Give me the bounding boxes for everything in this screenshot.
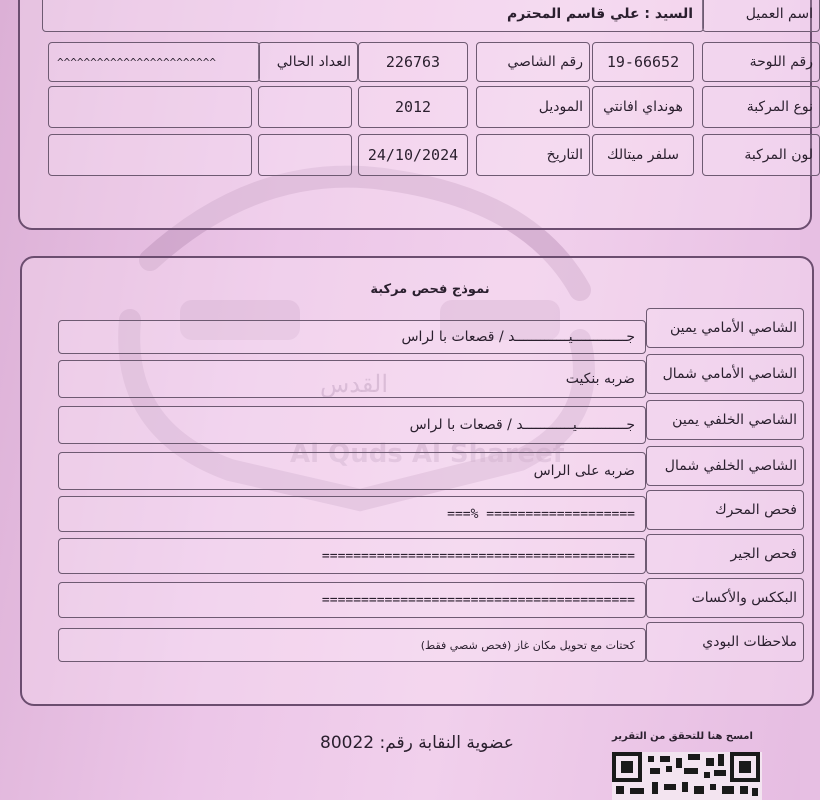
inspection-row-value: ضربه على الراس — [58, 452, 646, 490]
empty-cell — [258, 86, 352, 128]
date-label: التاريخ — [476, 134, 590, 176]
empty-cell — [48, 86, 252, 128]
inspection-row-label: فحص الجير — [646, 534, 804, 574]
color-value: سلفر ميتالك — [592, 134, 694, 176]
inspection-row-value: ===% =================== — [58, 496, 646, 532]
customer-value: السيد : علي قاسم المحترم — [42, 0, 704, 32]
inspection-row-label: ملاحظات البودي — [646, 622, 804, 662]
watermark-latin: Al Quds Al Shareef — [290, 439, 565, 469]
empty-cell — [48, 134, 252, 176]
inspection-row-value: ======================================== — [58, 582, 646, 618]
inspection-row-label: الشاصي الأمامي شمال — [646, 354, 804, 394]
inspection-row-value: ضربه بنكيت — [58, 360, 646, 398]
inspection-row-label: فحص المحرك — [646, 490, 804, 530]
color-label: لون المركبة — [702, 134, 820, 176]
date-value: 24/10/2024 — [358, 134, 468, 176]
inspection-row-value: كحتات مع تحويل مكان غاز (فحص شصي فقط) — [58, 628, 646, 662]
vehicle-type-label: نوع المركبة — [702, 86, 820, 128]
inspection-row-label: البككس والأكسات — [646, 578, 804, 618]
qr-label: امسح هنا للتحقق من التقرير — [612, 731, 753, 742]
odometer-label: العداد الحالي — [258, 42, 358, 82]
odometer-value: ^^^^^^^^^^^^^^^^^^^^^^^^ — [48, 42, 260, 82]
inspection-row-label: الشاصي الأمامي يمين — [646, 308, 804, 348]
plate-value: 19-66652 — [592, 42, 694, 82]
empty-cell — [258, 134, 352, 176]
inspection-row-label: الشاصي الخلفي يمين — [646, 400, 804, 440]
qr-code-icon[interactable] — [612, 752, 762, 800]
inspection-row-value: جـــــــــــــيـــــــــــــد / قصعات با لراس — [58, 320, 646, 354]
membership-number: عضوية النقابة رقم: 80022 — [320, 733, 514, 753]
inspection-row-label: الشاصي الخلفي شمال — [646, 446, 804, 486]
chassis-value: 226763 — [358, 42, 468, 82]
inspection-row-value: جــــــــــــيــــــــــــد / قصعات با لراس — [58, 406, 646, 444]
chassis-label: رقم الشاصي — [476, 42, 590, 82]
model-value: 2012 — [358, 86, 468, 128]
vehicle-type-value: هونداي افانتي — [592, 86, 694, 128]
inspection-title: نموذج فحص مركبة — [370, 282, 490, 297]
model-label: الموديل — [476, 86, 590, 128]
watermark-arabic: القدس — [320, 370, 389, 398]
customer-label: اسم العميل — [702, 0, 820, 32]
inspection-row-value: ======================================== — [58, 538, 646, 574]
plate-label: رقم اللوحة — [702, 42, 820, 82]
